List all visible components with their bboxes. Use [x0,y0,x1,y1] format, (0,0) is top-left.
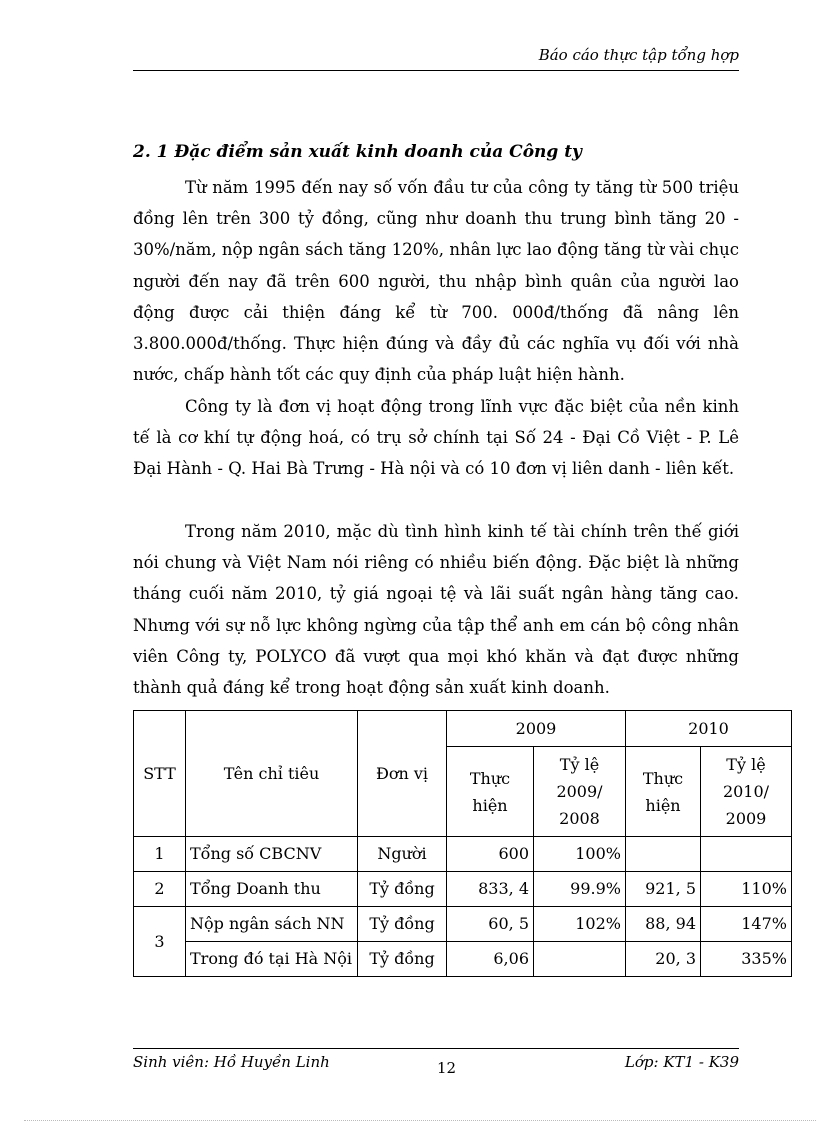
statistics-table [133,710,792,977]
section-heading: 2. 1 Đặc điểm sản xuất kinh doanh của Công ty [133,142,582,162]
cell-actual-2010 [626,837,701,872]
page-footer [133,1048,739,1079]
page-number: 12 [437,1059,457,1077]
cell-actual-2010: 921, 5 [626,872,701,907]
cell-name: Tổng số CBCNV [186,837,358,872]
paragraph-1: Từ năm 1995 đến nay số vốn đầu tư của công ty tăng từ 500 triệu đồng lên trên 300 tỷ đồng, cũng như doanh thu trung bình tăng 20 - 30%/năm, nộp ngân sách tăng 120%, nhân lực lao động tăng từ vài chục người đến nay đã trên 600 người, thu nhập bình quân của người lao động được cải thiện đáng kể từ 700. 000đ/thống đã nâng lên 3.800.000đ/thống. Thực hiện đúng và đầy đủ các nghĩa vụ đối với nhà nước, chấp hành tốt các quy định của pháp luật hiện hành. [133,178,739,385]
paragraph-2: Công ty là đơn vị hoạt động trong lĩnh vực đặc biệt của nền kinh tế là cơ khí tự động hoá, có trụ sở chính tại Số 24 - Đại Cồ Việt - P. Lê Đại Hành - Q. Hai Bà Trưng - Hà nội và có 10 đơn vị liên danh - liên kết. [133,397,739,479]
header-actual-2009: Thực hiện [447,747,534,837]
cell-ratio-2010: 335% [701,942,792,977]
header-actual-2010: Thực hiện [626,747,701,837]
table-row [134,942,792,977]
cell-name: Trong đó tại Hà Nội [186,942,358,977]
cell-unit: Người [358,837,447,872]
header-year-2009: 2009 [447,711,626,747]
cell-stt: 3 [134,907,186,977]
cell-ratio-2009: 102% [534,907,626,942]
cell-name: Nộp ngân sách NN [186,907,358,942]
cell-actual-2009: 6,06 [447,942,534,977]
footer-class: Lớp: KT1 - K39 [624,1053,739,1071]
table-row [134,907,792,942]
header-unit: Đơn vị [358,711,447,837]
cell-unit: Tỷ đồng [358,907,447,942]
header-ratio-2010: Tỷ lệ 2010/ 2009 [701,747,792,837]
table-row [134,872,792,907]
cell-ratio-2010: 110% [701,872,792,907]
header-name: Tên chỉ tiêu [186,711,358,837]
header-stt: STT [134,711,186,837]
cell-unit: Tỷ đồng [358,942,447,977]
header-year-2010: 2010 [626,711,792,747]
cell-stt: 1 [134,837,186,872]
cell-name: Tổng Doanh thu [186,872,358,907]
footer-student: Sinh viên: Hồ Huyền Linh [133,1053,330,1071]
header-ratio-2009: Tỷ lệ 2009/ 2008 [534,747,626,837]
cell-stt: 2 [134,872,186,907]
page-edge-divider [24,1120,816,1121]
cell-ratio-2010 [701,837,792,872]
cell-actual-2009: 833, 4 [447,872,534,907]
cell-ratio-2009: 99.9% [534,872,626,907]
cell-actual-2009: 600 [447,837,534,872]
cell-actual-2010: 20, 3 [626,942,701,977]
cell-actual-2010: 88, 94 [626,907,701,942]
table-header-row [134,711,792,747]
page-header [133,40,739,71]
paragraph-3: Trong năm 2010, mặc dù tình hình kinh tế tài chính trên thế giới nói chung và Việt Nam nói riêng có nhiều biến động. Đặc biệt là những tháng cuối năm 2010, tỷ giá ngoại tệ và lãi suất ngân hàng tăng cao. Nhưng với sự nỗ lực không ngừng của tập thể anh em cán bộ công nhân viên Công ty, POLYCO đã vượt qua mọi khó khăn và đạt được những thành quả đáng kể trong hoạt động sản xuất kinh doanh. [133,522,739,698]
cell-ratio-2009: 100% [534,837,626,872]
cell-unit: Tỷ đồng [358,872,447,907]
header-title: Báo cáo thực tập tổng hợp [538,46,739,64]
cell-ratio-2010: 147% [701,907,792,942]
cell-actual-2009: 60, 5 [447,907,534,942]
cell-ratio-2009 [534,942,626,977]
table-row [134,837,792,872]
